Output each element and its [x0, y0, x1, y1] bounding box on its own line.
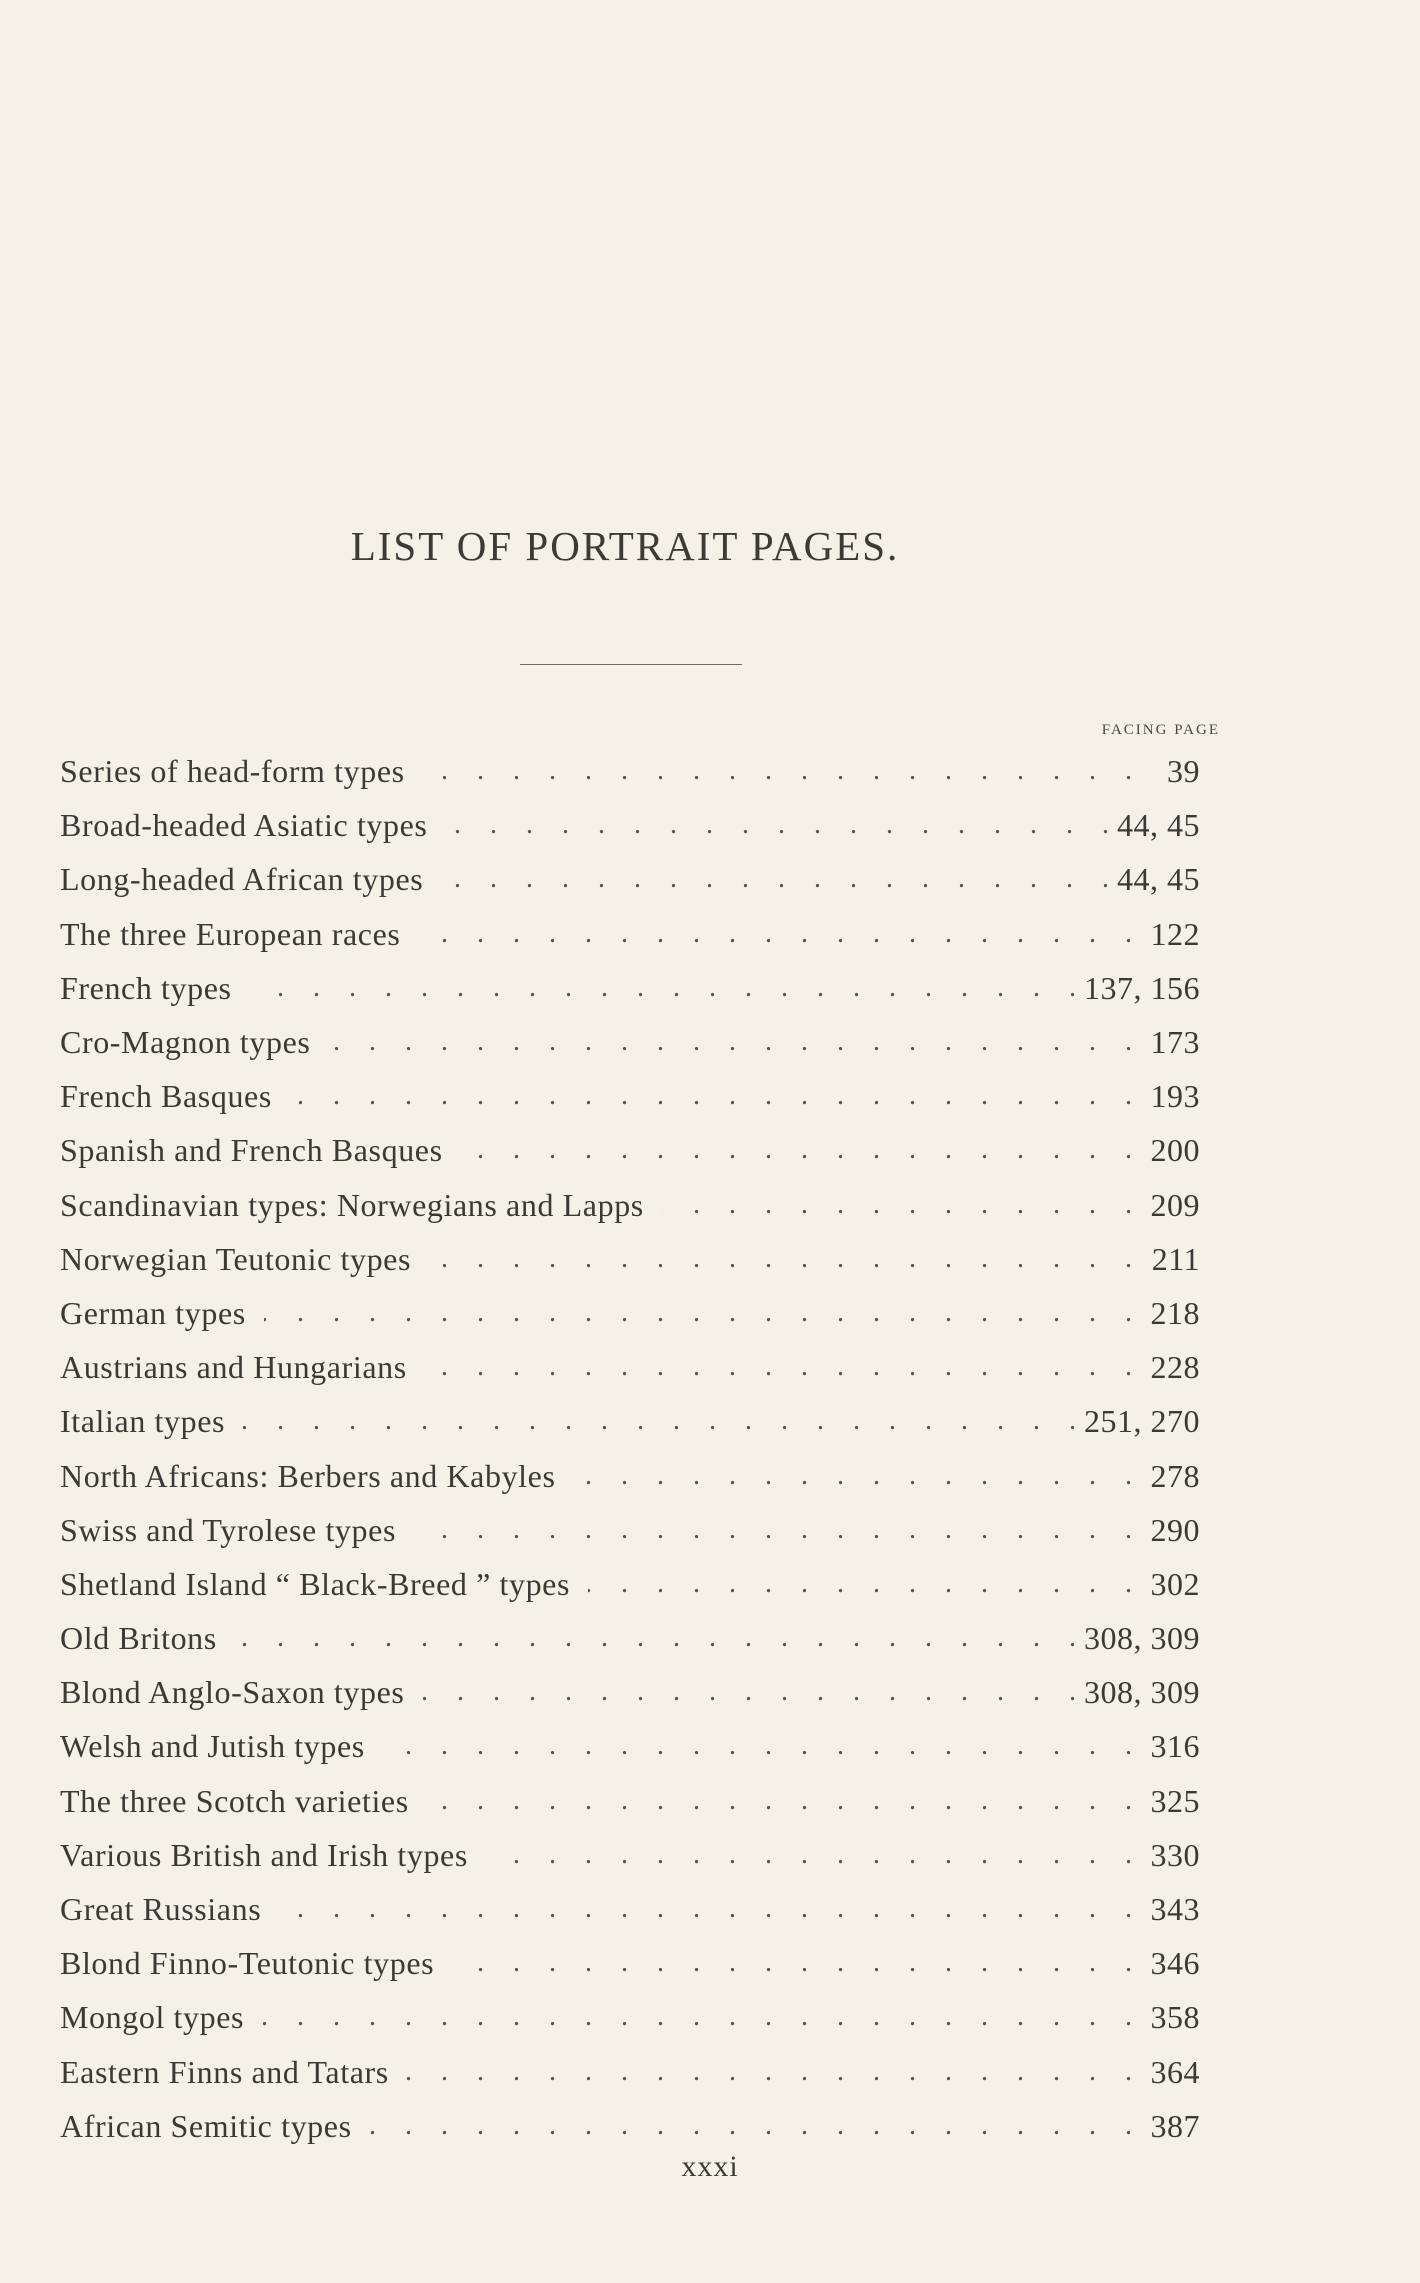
entry-label: Welsh and Jutish types	[60, 1728, 365, 1765]
entry-page-number: 137, 156	[1084, 969, 1200, 1006]
facing-page-column-label: FACING PAGE	[1101, 722, 1220, 738]
entry-page-number: 387	[1150, 2107, 1200, 2144]
entry-page-number: 316	[1150, 1728, 1200, 1765]
entry-label: French Basques	[60, 1078, 272, 1115]
entry-label: Eastern Finns and Tatars	[60, 2053, 389, 2090]
dot-leader	[429, 1232, 1132, 1286]
entry-page-number: 218	[1150, 1294, 1200, 1331]
dot-leader	[574, 1449, 1132, 1503]
entry-page-number: 325	[1150, 1782, 1200, 1819]
list-item	[60, 1719, 1200, 1773]
dot-leader	[262, 1990, 1132, 2044]
entry-label: French types	[60, 969, 232, 1006]
dot-leader	[370, 2099, 1132, 2153]
page-folio: xxxi	[681, 2150, 739, 2183]
list-item	[60, 1828, 1200, 1882]
list-item	[60, 1448, 1200, 1502]
list-item	[60, 852, 1200, 906]
entry-page-number: 228	[1150, 1349, 1200, 1386]
entry-label: Norwegian Teutonic types	[60, 1240, 412, 1277]
dot-leader	[383, 1719, 1132, 1773]
entry-label: The three Scotch varieties	[60, 1782, 409, 1819]
dot-leader	[441, 852, 1109, 906]
entry-page-number: 173	[1150, 1024, 1200, 1061]
entry-label: Mongol types	[60, 1999, 245, 2036]
entry-label: Great Russians	[60, 1891, 262, 1928]
dot-leader	[425, 1340, 1132, 1394]
dot-leader	[446, 798, 1110, 852]
dot-leader	[422, 1665, 1076, 1719]
dot-leader	[414, 1503, 1132, 1557]
dot-leader	[588, 1557, 1132, 1611]
entry-page-number: 200	[1150, 1132, 1200, 1169]
list-item	[60, 961, 1200, 1015]
list-item	[60, 907, 1200, 961]
entry-page-number: 44, 45	[1117, 807, 1200, 844]
portrait-pages-list	[60, 744, 1200, 2153]
list-item	[60, 1340, 1200, 1394]
dot-leader	[243, 1394, 1076, 1448]
dot-leader	[279, 1882, 1132, 1936]
entry-page-number: 358	[1150, 1999, 1200, 2036]
entry-label: Austrians and Hungarians	[60, 1349, 407, 1386]
entry-label: Cro-Magnon types	[60, 1024, 311, 1061]
dot-leader	[235, 1611, 1076, 1665]
list-item	[60, 1611, 1200, 1665]
entry-page-number: 44, 45	[1117, 861, 1200, 898]
dot-leader	[461, 1123, 1132, 1177]
entry-page-number: 364	[1150, 2053, 1200, 2090]
entry-label: Blond Finno-Teutonic types	[60, 1945, 435, 1982]
entry-page-number: 251, 270	[1084, 1403, 1200, 1440]
entry-page-number: 346	[1150, 1945, 1200, 1982]
dot-leader	[250, 961, 1076, 1015]
title-divider	[520, 664, 742, 665]
entry-label: Blond Anglo-Saxon types	[60, 1674, 405, 1711]
dot-leader	[407, 2045, 1132, 2099]
entry-label: Long-headed African types	[60, 861, 424, 898]
list-item	[60, 1665, 1200, 1719]
list-item	[60, 1015, 1200, 1069]
list-item	[60, 1123, 1200, 1177]
dot-leader	[662, 1178, 1132, 1232]
dot-leader	[423, 744, 1132, 798]
entry-page-number: 308, 309	[1084, 1674, 1200, 1711]
entry-label: North Africans: Berbers and Kabyles	[60, 1457, 556, 1494]
list-item	[60, 2099, 1200, 2153]
entry-page-number: 308, 309	[1084, 1620, 1200, 1657]
dot-leader	[290, 1069, 1132, 1123]
list-item	[60, 1394, 1200, 1448]
entry-page-number: 290	[1150, 1511, 1200, 1548]
entry-label: Swiss and Tyrolese types	[60, 1511, 396, 1548]
list-item	[60, 1774, 1200, 1828]
page-title: LIST OF PORTRAIT PAGES.	[350, 523, 900, 569]
entry-label: Italian types	[60, 1403, 226, 1440]
entry-label: German types	[60, 1294, 246, 1331]
dot-leader	[418, 907, 1132, 961]
entry-page-number: 193	[1150, 1078, 1200, 1115]
list-item	[60, 1232, 1200, 1286]
dot-leader	[486, 1828, 1132, 1882]
list-item	[60, 798, 1200, 852]
entry-label: Series of head-form types	[60, 753, 405, 790]
dot-leader	[264, 1286, 1132, 1340]
entry-page-number: 278	[1150, 1457, 1200, 1494]
list-item	[60, 1286, 1200, 1340]
entry-page-number: 39	[1167, 753, 1200, 790]
list-item	[60, 1069, 1200, 1123]
entry-page-number: 302	[1150, 1565, 1200, 1602]
list-item	[60, 744, 1200, 798]
list-item	[60, 1503, 1200, 1557]
entry-page-number: 343	[1150, 1891, 1200, 1928]
dot-leader	[328, 1015, 1132, 1069]
entry-label: African Semitic types	[60, 2107, 352, 2144]
dot-leader	[427, 1774, 1132, 1828]
list-item	[60, 1557, 1200, 1611]
entry-page-number: 330	[1150, 1836, 1200, 1873]
entry-label: Shetland Island “ Black-Breed ” types	[60, 1565, 571, 1602]
entry-label: Scandinavian types: Norwegians and Lapps	[60, 1186, 644, 1223]
entry-label: Broad-headed Asiatic types	[60, 807, 428, 844]
dot-leader	[452, 1936, 1132, 1990]
entry-label: Old Britons	[60, 1620, 217, 1657]
entry-page-number: 122	[1150, 915, 1200, 952]
list-item	[60, 1882, 1200, 1936]
list-item	[60, 1990, 1200, 2044]
list-item	[60, 1178, 1200, 1232]
entry-page-number: 211	[1151, 1240, 1200, 1277]
entry-label: Various British and Irish types	[60, 1836, 468, 1873]
entry-page-number: 209	[1150, 1186, 1200, 1223]
list-item	[60, 2045, 1200, 2099]
list-item	[60, 1936, 1200, 1990]
entry-label: Spanish and French Basques	[60, 1132, 443, 1169]
entry-label: The three European races	[60, 915, 401, 952]
